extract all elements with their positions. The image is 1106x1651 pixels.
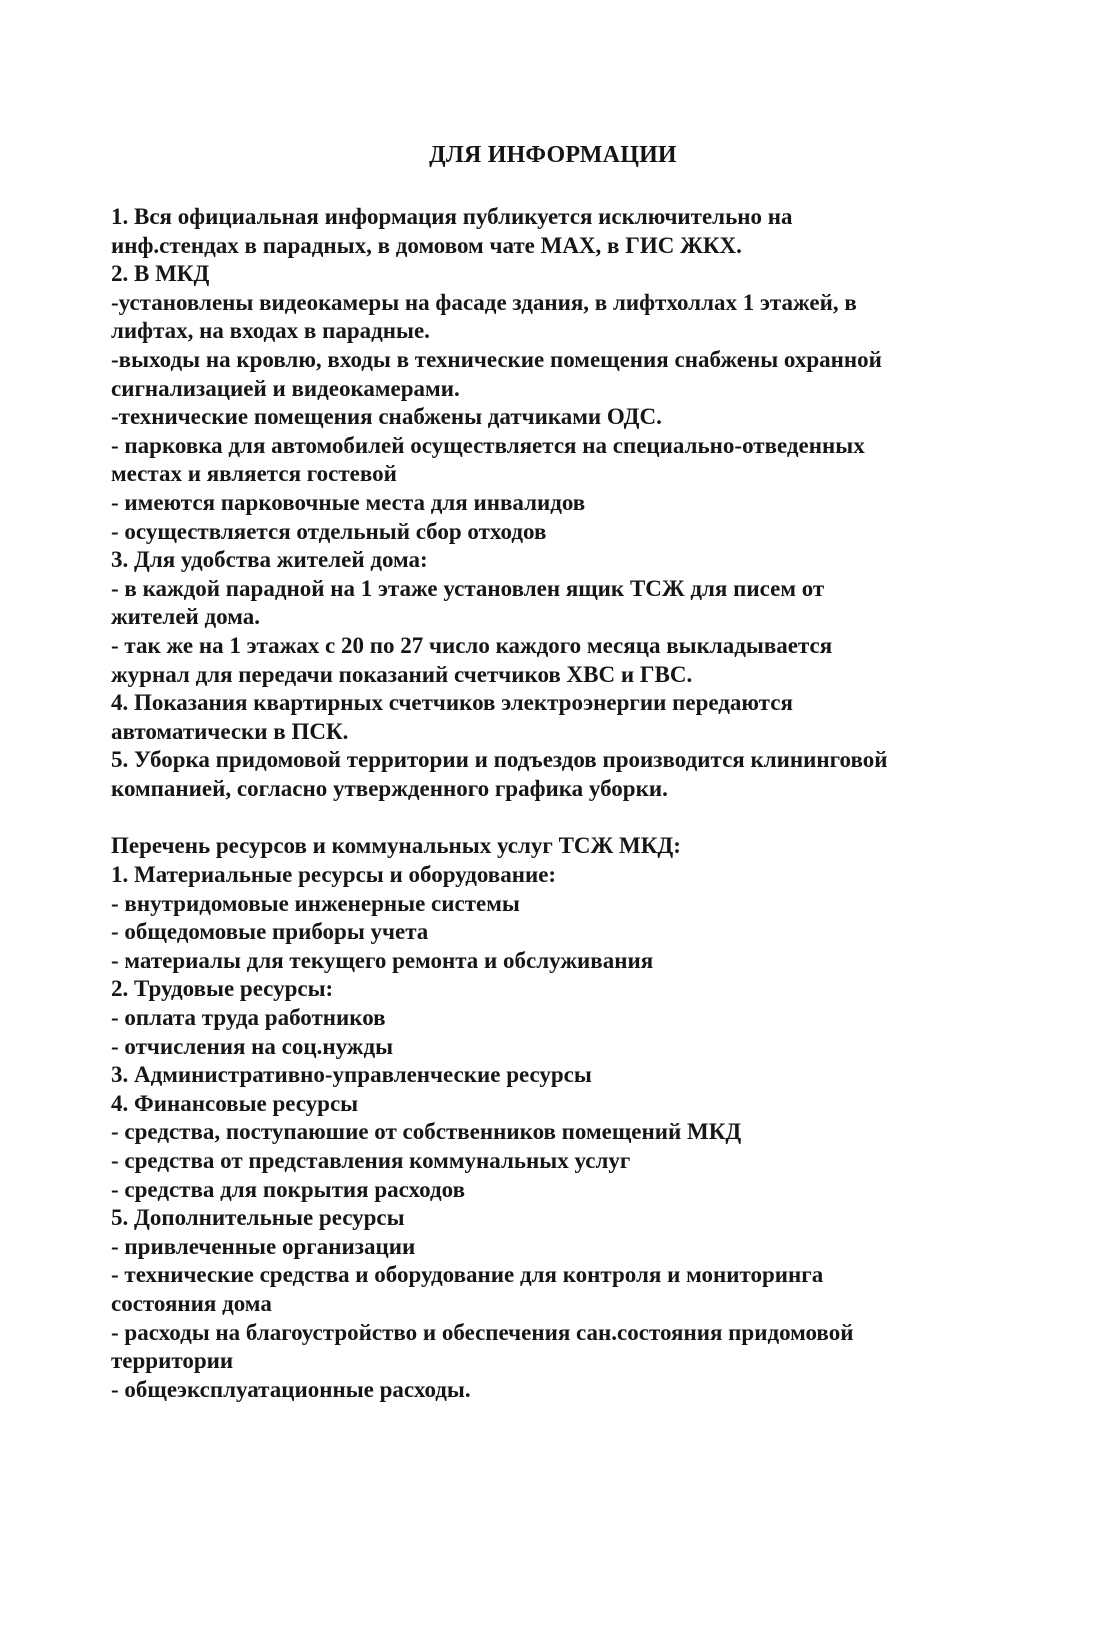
- resources-line: - средства от представления коммунальных услуг: [111, 1148, 631, 1173]
- info-line: -технические помещения снабжены датчиками ОДС.: [111, 404, 662, 430]
- document-body: [111, 203, 1091, 1404]
- resources-line: - материалы для текущего ремонта и обслуживания: [111, 947, 654, 973]
- resources-line: 2. Трудовые ресурсы:: [111, 976, 334, 1002]
- document-title: ДЛЯ ИНФОРМАЦИИ: [429, 142, 677, 168]
- info-line: - осуществляется отдельный сбор отходов: [111, 518, 547, 544]
- resources-line: - расходы на благоустройство и обеспечения сан.состояния придомовой: [111, 1319, 854, 1345]
- resources-line: 5. Дополнительные ресурсы: [111, 1205, 405, 1231]
- resources-line: - общеэксплуатационные расходы.: [111, 1376, 471, 1402]
- resources-line: 4. Финансовые ресурсы: [111, 1090, 359, 1116]
- resources-line: территории: [111, 1348, 234, 1374]
- info-line: журнал для передачи показаний счетчиков ХВС и ГВС.: [111, 661, 693, 687]
- resources-section: [111, 832, 1091, 1404]
- info-line: -выходы на кровлю, входы в технические помещения снабжены охранной: [111, 346, 882, 372]
- info-line: лифтах, на входах в парадные.: [111, 318, 430, 344]
- info-line: 2. В МКД: [111, 261, 210, 287]
- resources-line: 1. Материальные ресурсы и оборудование:: [111, 862, 557, 888]
- resources-line: - технические средства и оборудование для контроля и мониторинга: [111, 1262, 824, 1288]
- resources-line: - средства для покрытия расходов: [111, 1176, 465, 1202]
- info-line: 3. Для удобства жителей дома:: [111, 547, 428, 573]
- info-line: инф.стендах в парадных, в домовом чате МАХ, в ГИС ЖКХ.: [111, 232, 742, 258]
- info-line: компанией, согласно утвержденного графика уборки.: [111, 775, 668, 801]
- resources-line: - средства, поступаюшие от собственников помещений МКД: [111, 1119, 742, 1145]
- info-line: - имеются парковочные места для инвалидов: [111, 489, 586, 515]
- info-line: - так же на 1 этажах с 20 по 27 число каждого месяца выкладывается: [111, 632, 833, 658]
- info-line: жителей дома.: [111, 604, 261, 630]
- resources-line: - оплата труда работников: [111, 1005, 386, 1031]
- section-gap: [111, 803, 1091, 832]
- info-line: 4. Показания квартирных счетчиков электроэнергии передаются: [111, 690, 793, 716]
- resources-line: - общедомовые приборы учета: [111, 919, 429, 945]
- info-line: - в каждой парадной на 1 этаже установлен ящик ТСЖ для писем от: [111, 575, 825, 601]
- info-section: [111, 203, 1091, 803]
- resources-line: - отчисления на соц.нужды: [111, 1033, 394, 1059]
- resources-line: - привлеченные организации: [111, 1233, 416, 1259]
- resources-heading: Перечень ресурсов и коммунальных услуг ТСЖ МКД:: [111, 833, 681, 859]
- info-line: - парковка для автомобилей осуществляется на специально-отведенных: [111, 432, 865, 458]
- info-line: автоматически в ПСК.: [111, 718, 349, 744]
- resources-line: состояния дома: [111, 1290, 272, 1316]
- info-line: 1. Вся официальная информация публикуется исключительно на: [111, 204, 793, 229]
- resources-line: 3. Административно-управленческие ресурсы: [111, 1062, 592, 1088]
- info-line: -установлены видеокамеры на фасаде здания, в лифтхоллах 1 этажей, в: [111, 289, 857, 315]
- resources-line: - внутридомовые инженерные системы: [111, 890, 520, 916]
- info-line: местах и является гостевой: [111, 461, 397, 487]
- info-line: сигнализацией и видеокамерами.: [111, 375, 460, 401]
- info-line: 5. Уборка придомовой территории и подъездов производится клининговой: [111, 747, 888, 773]
